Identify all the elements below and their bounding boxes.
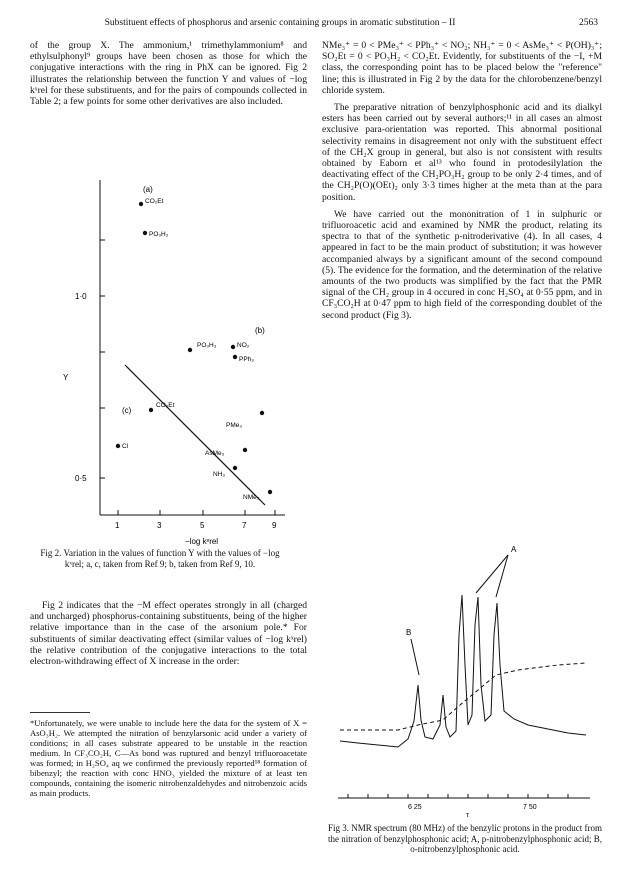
figure-3-spectrum xyxy=(328,515,598,835)
peak-label-a: A xyxy=(511,545,517,554)
right-paragraph-2: The preparative nitration of benzylphosphonic acid and its dialkyl esters has been carried out by several authors;¹¹ in all cases an almost exclusive para-orientation was reported. This abnormal positional selectivity remains in disagreement not only with the substituent effect of the CH₂X group in general, but also is not consistent with results obtained by Eaborn et al¹³ who found in protodesilylation the deactivating effect of the CH₂PO₃H₂ group to be only 2·4 times, and of the CH₂P(O)(OEt)₂ only 3·3 times higher at the meta than at the para position. xyxy=(322,102,602,203)
nmr-tick-1: 6 25 xyxy=(408,804,422,811)
peak-label-b: B xyxy=(406,628,412,637)
figure-2-plot xyxy=(55,170,295,555)
point-po3h3 xyxy=(188,348,192,352)
page-number: 2563 xyxy=(579,18,598,28)
point-co2et-c xyxy=(149,408,153,412)
point-nh3 xyxy=(233,466,237,470)
figure-3-caption: Fig 3. NMR spectrum (80 MHz) of the benzylic protons in the product from the nitration of benzylphosphonic acid; A, p-nitrobenzylphosphonic acid; B, o-nitrobenzylphosphonic acid. xyxy=(328,823,602,854)
point-pme3 xyxy=(260,411,264,415)
x-tick-1: 1 xyxy=(115,521,120,530)
label-pme3: PMe₃ xyxy=(226,422,243,429)
footnote-rule xyxy=(30,712,90,713)
label-nh3: NH₃ xyxy=(213,471,226,478)
right-paragraph-3: We have carried out the mononitration of 1 in sulphuric or trifluoroacetic acid and examined by NMR the product, relating its spectra to that of the synthetic p-nitroderivative (4). In all cases, 4 appeared in fact to be the main product of substitution; it was however accompanied always by a significant amount of the second compound (5). The evidence for the formation, and the determination of the relative amounts of the two products was simplified by the fact that the PMR signal of the CH₂ group in 4 occured in conc H₂SO₄ at 0·55 ppm, and in CF₃CO₂H at 0·47 ppm to high field of the corresponding doublet of the second product (Fig 3). xyxy=(322,208,602,321)
point-no2 xyxy=(231,345,235,349)
x-tick-3: 5 xyxy=(200,521,205,530)
left-column xyxy=(30,40,307,113)
nmr-integral xyxy=(340,663,586,730)
point-pph3 xyxy=(233,355,237,359)
label-po3h3: PO₃H₃ xyxy=(197,342,217,349)
y-tick-2: 0·5 xyxy=(75,474,87,483)
nmr-axis-label: τ xyxy=(466,812,469,819)
label-co2et-a: CO₂Et xyxy=(145,198,164,205)
footnote: *Unfortunately, we were unable to include here the data for the system of X = AsO₃H₂. We attempted the nitration of benzylarsonic acid under a variety of conditions; in all cases substrate appeared to be unstable in the reaction medium. In CF₃CO₂H, C—As bond was ruptured and benzyl trifluoroacetate was formed; in H₂SO₄ aq we confirmed the previously reported¹⁸ formation of bibenzyl; the reaction with conc HNO₃ yielded the mixture of at least ten compounds, containing the isomeric nitrobenzaldehydes and nitrobenzoic acids as main products. xyxy=(30,718,307,798)
series-b-label: (b) xyxy=(255,326,265,335)
left-paragraph-1: of the group X. The ammonium,¹ trimethylammonium⁸ and ethylsulphonyl⁹ groups have been chosen as those for which the conjugative interactions with the ring in PhX can be ignored. Fig 2 illustrates the relationship between the function Y and values of −log kˣrel for these substituents, and for the pairs of compounds collected in Table 2; a few points for some other derivatives are also included. xyxy=(30,40,307,108)
point-cl xyxy=(116,444,120,448)
x-axis-label: −log kˣrel xyxy=(185,537,219,546)
header-title: Substituent effects of phosphorus and arsenic containing groups in aromatic substitution – II xyxy=(104,18,456,28)
y-tick-1: 1·0 xyxy=(75,292,87,301)
label-no2: NO₂ xyxy=(237,342,250,349)
figure-2-caption: Fig 2. Variation in the values of function Y with the values of −log kˣrel; a, c, taken from Ref 9; b, taken from Ref 9, 10. xyxy=(40,548,280,569)
label-pph3: PPh₃ xyxy=(239,356,254,363)
right-paragraph-1: NMe₃⁺ = 0 < PMe₃⁺ < PPh₃⁺ < NO₂; NH₃⁺ = 0 < AsMe₃⁺ < P(OH)₃⁺; SO₂Et = 0 < PO₃H₂ < CO₂Et. Evidently, for substituents of the −I, +M class, the corresponding point has to be placed below the "reference" line; this is illustrated in Fig 2 by the data for the chlorobenzene/benzyl chloride system. xyxy=(322,40,602,96)
nmr-tick-2: 7 50 xyxy=(523,804,537,811)
point-nme3 xyxy=(268,490,272,494)
point-po3h2 xyxy=(143,231,147,235)
left-paragraph-2-block xyxy=(30,600,307,673)
series-c-label: (c) xyxy=(122,406,132,415)
label-nme3: NMe₃ xyxy=(243,494,260,501)
x-tick-5: 9 xyxy=(272,521,277,530)
label-co2et-c: CO₂Et xyxy=(156,402,175,409)
label-cl: Cl xyxy=(122,443,129,450)
x-tick-2: 3 xyxy=(157,521,162,530)
nmr-trace xyxy=(340,595,586,747)
series-a-label: (a) xyxy=(143,185,153,194)
point-co2et-a xyxy=(139,202,143,206)
label-asme3: AsMe₃ xyxy=(205,450,225,457)
x-tick-4: 7 xyxy=(242,521,247,530)
right-column xyxy=(322,40,602,327)
left-paragraph-2: Fig 2 indicates that the −M effect operates strongly in all (charged and uncharged) phosphorus-containing substituents, being of the higher relative importance than in the case of the arsonium pole.* For substituents of similar deactivating effect (similar values of −log kˣrel) the relative contribution of the conjugative interactions to the total electron-withdrawing effect of X increase in the order: xyxy=(30,600,307,668)
point-asme3 xyxy=(243,448,247,452)
y-axis-label: Y xyxy=(63,373,69,382)
label-po3h2: PO₃H₂ xyxy=(149,231,169,238)
